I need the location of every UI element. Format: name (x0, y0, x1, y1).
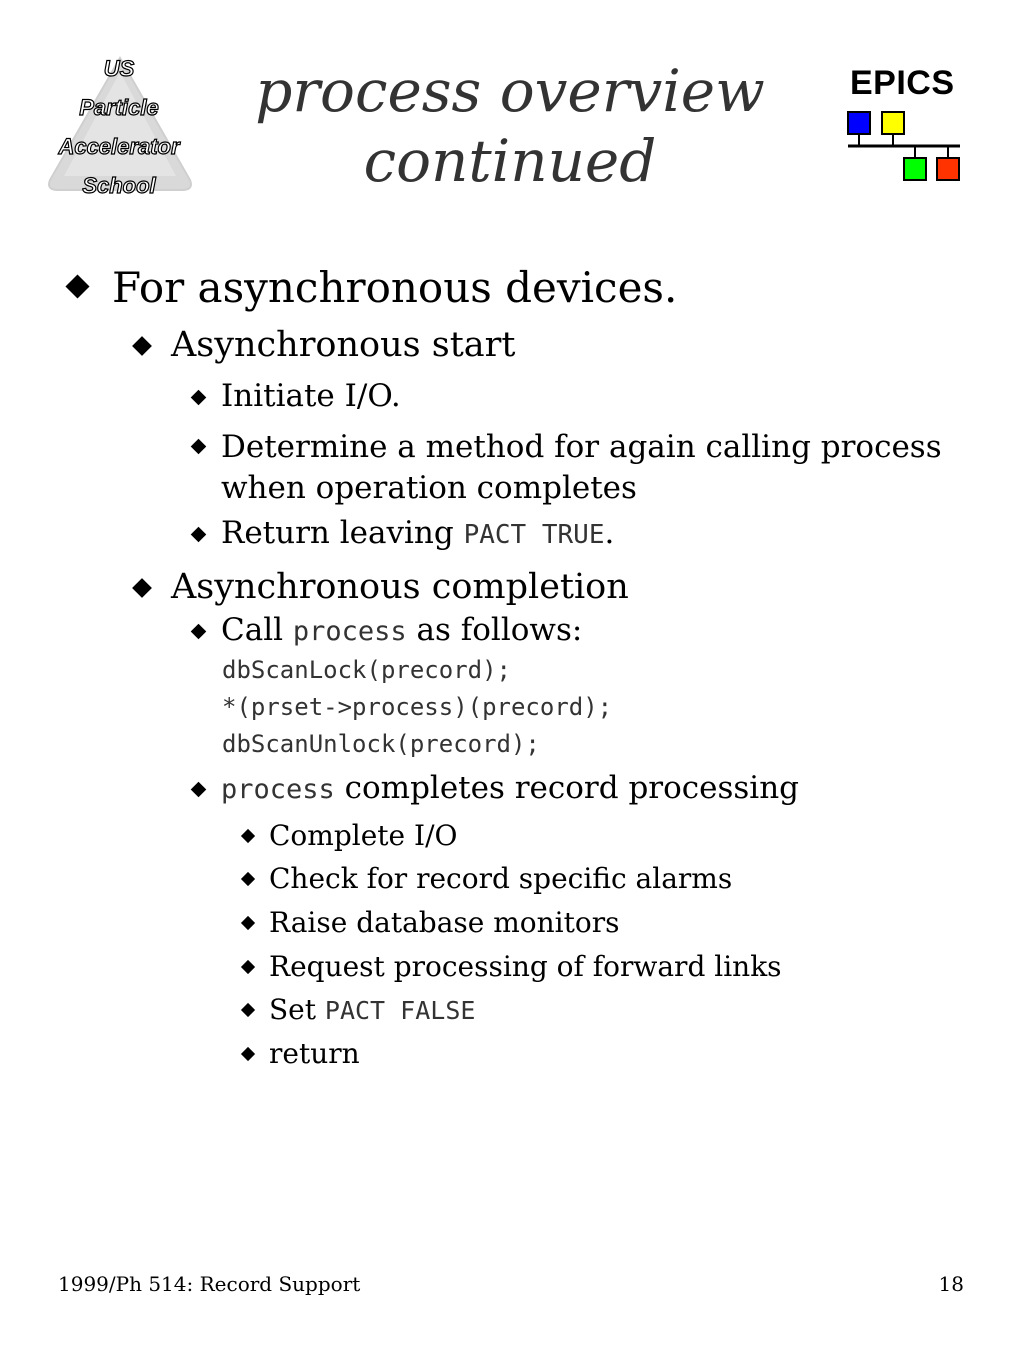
epics-square-green (904, 158, 926, 180)
bullet-text-pre: Return leaving (221, 515, 464, 551)
logo-line-us: US (103, 56, 135, 81)
bullet-text (221, 427, 942, 509)
bullet-diamond-icon (191, 390, 207, 406)
bullet-return (241, 1037, 360, 1070)
bullet-check-alarms (241, 862, 732, 895)
bullet-text-pre: Set (269, 993, 325, 1026)
epics-square-red (937, 158, 959, 180)
bullet-text: return (269, 1037, 360, 1070)
bullet-text-post: completes record processing (334, 770, 800, 806)
title-line-1: process overview (255, 57, 765, 125)
bullet-text: Request processing of forward links (269, 950, 782, 983)
bullet-diamond-icon (65, 274, 89, 298)
logo-line-accelerator: Accelerator (58, 134, 180, 159)
bullet-raise-monitors (241, 906, 620, 939)
bullet-diamond-icon (241, 1003, 255, 1017)
bullet-text-post: as follows: (406, 612, 583, 648)
bullet-text: Raise database monitors (269, 906, 620, 939)
bullet-diamond-icon (241, 916, 255, 930)
code-line: dbScanLock(precord); (222, 656, 511, 684)
bullet-diamond-icon (191, 439, 207, 455)
logo-line-school: School (82, 173, 156, 198)
code-line: dbScanUnlock(precord); (222, 730, 540, 758)
footer-course: 1999/Ph 514: Record Support (58, 1272, 361, 1296)
bullet-text: Complete I/O (269, 819, 458, 852)
bullet-async-completion (132, 567, 629, 607)
title-line-2: continued (363, 127, 657, 195)
bullet-call-process (191, 612, 582, 648)
bullet-text-line-2: when operation completes (221, 470, 637, 506)
epics-square-blue (848, 112, 870, 134)
bullet-async-devices (64, 263, 677, 312)
code-block (222, 652, 612, 763)
bullet-diamond-icon (191, 624, 207, 640)
bullet-text: For asynchronous devices. (112, 263, 678, 312)
process-code: process (221, 774, 335, 805)
bullet-text-post: . (604, 515, 615, 551)
bullet-determine-method (191, 427, 942, 509)
bullet-diamond-icon (241, 960, 255, 974)
bullet-text (221, 612, 582, 648)
pact-true-code: PACT TRUE (463, 520, 605, 550)
bullet-text: Check for record specific alarms (269, 862, 733, 895)
logo-line-particle: Particle (79, 95, 159, 120)
uspas-logo (44, 52, 196, 202)
bullet-text: Asynchronous start (171, 325, 516, 365)
pact-false-code: PACT FALSE (324, 996, 476, 1025)
bullet-text (269, 993, 475, 1026)
epics-square-yellow (882, 112, 904, 134)
bullet-diamond-icon (241, 1047, 255, 1061)
bullet-diamond-icon (241, 872, 255, 886)
footer-page-number: 18 (938, 1272, 964, 1296)
bullet-text (221, 770, 799, 806)
bullet-forward-links (241, 950, 782, 983)
slide-title (250, 56, 770, 196)
epics-logo (846, 64, 966, 184)
bullet-diamond-icon (132, 578, 152, 598)
bullet-diamond-icon (191, 782, 207, 798)
bullet-diamond-icon (241, 829, 255, 843)
bullet-complete-io (241, 819, 457, 852)
epics-logo-text: EPICS (850, 64, 955, 102)
bullet-text: Asynchronous completion (171, 567, 629, 607)
bullet-process-completes (191, 770, 799, 806)
bullet-diamond-icon (191, 527, 207, 543)
code-line: *(prset->process)(precord); (222, 693, 613, 721)
bullet-diamond-icon (132, 336, 152, 356)
bullet-text-pre: Call (221, 612, 293, 648)
bullet-text (221, 515, 614, 551)
process-code: process (292, 616, 407, 647)
bullet-return-leaving (191, 515, 614, 551)
bullet-set-pact-false (241, 993, 475, 1026)
bullet-text: Initiate I/O. (221, 378, 401, 414)
bullet-text-line-1: Determine a method for again calling process (221, 429, 942, 465)
bullet-initiate-io (191, 378, 401, 414)
bullet-async-start (132, 325, 515, 365)
